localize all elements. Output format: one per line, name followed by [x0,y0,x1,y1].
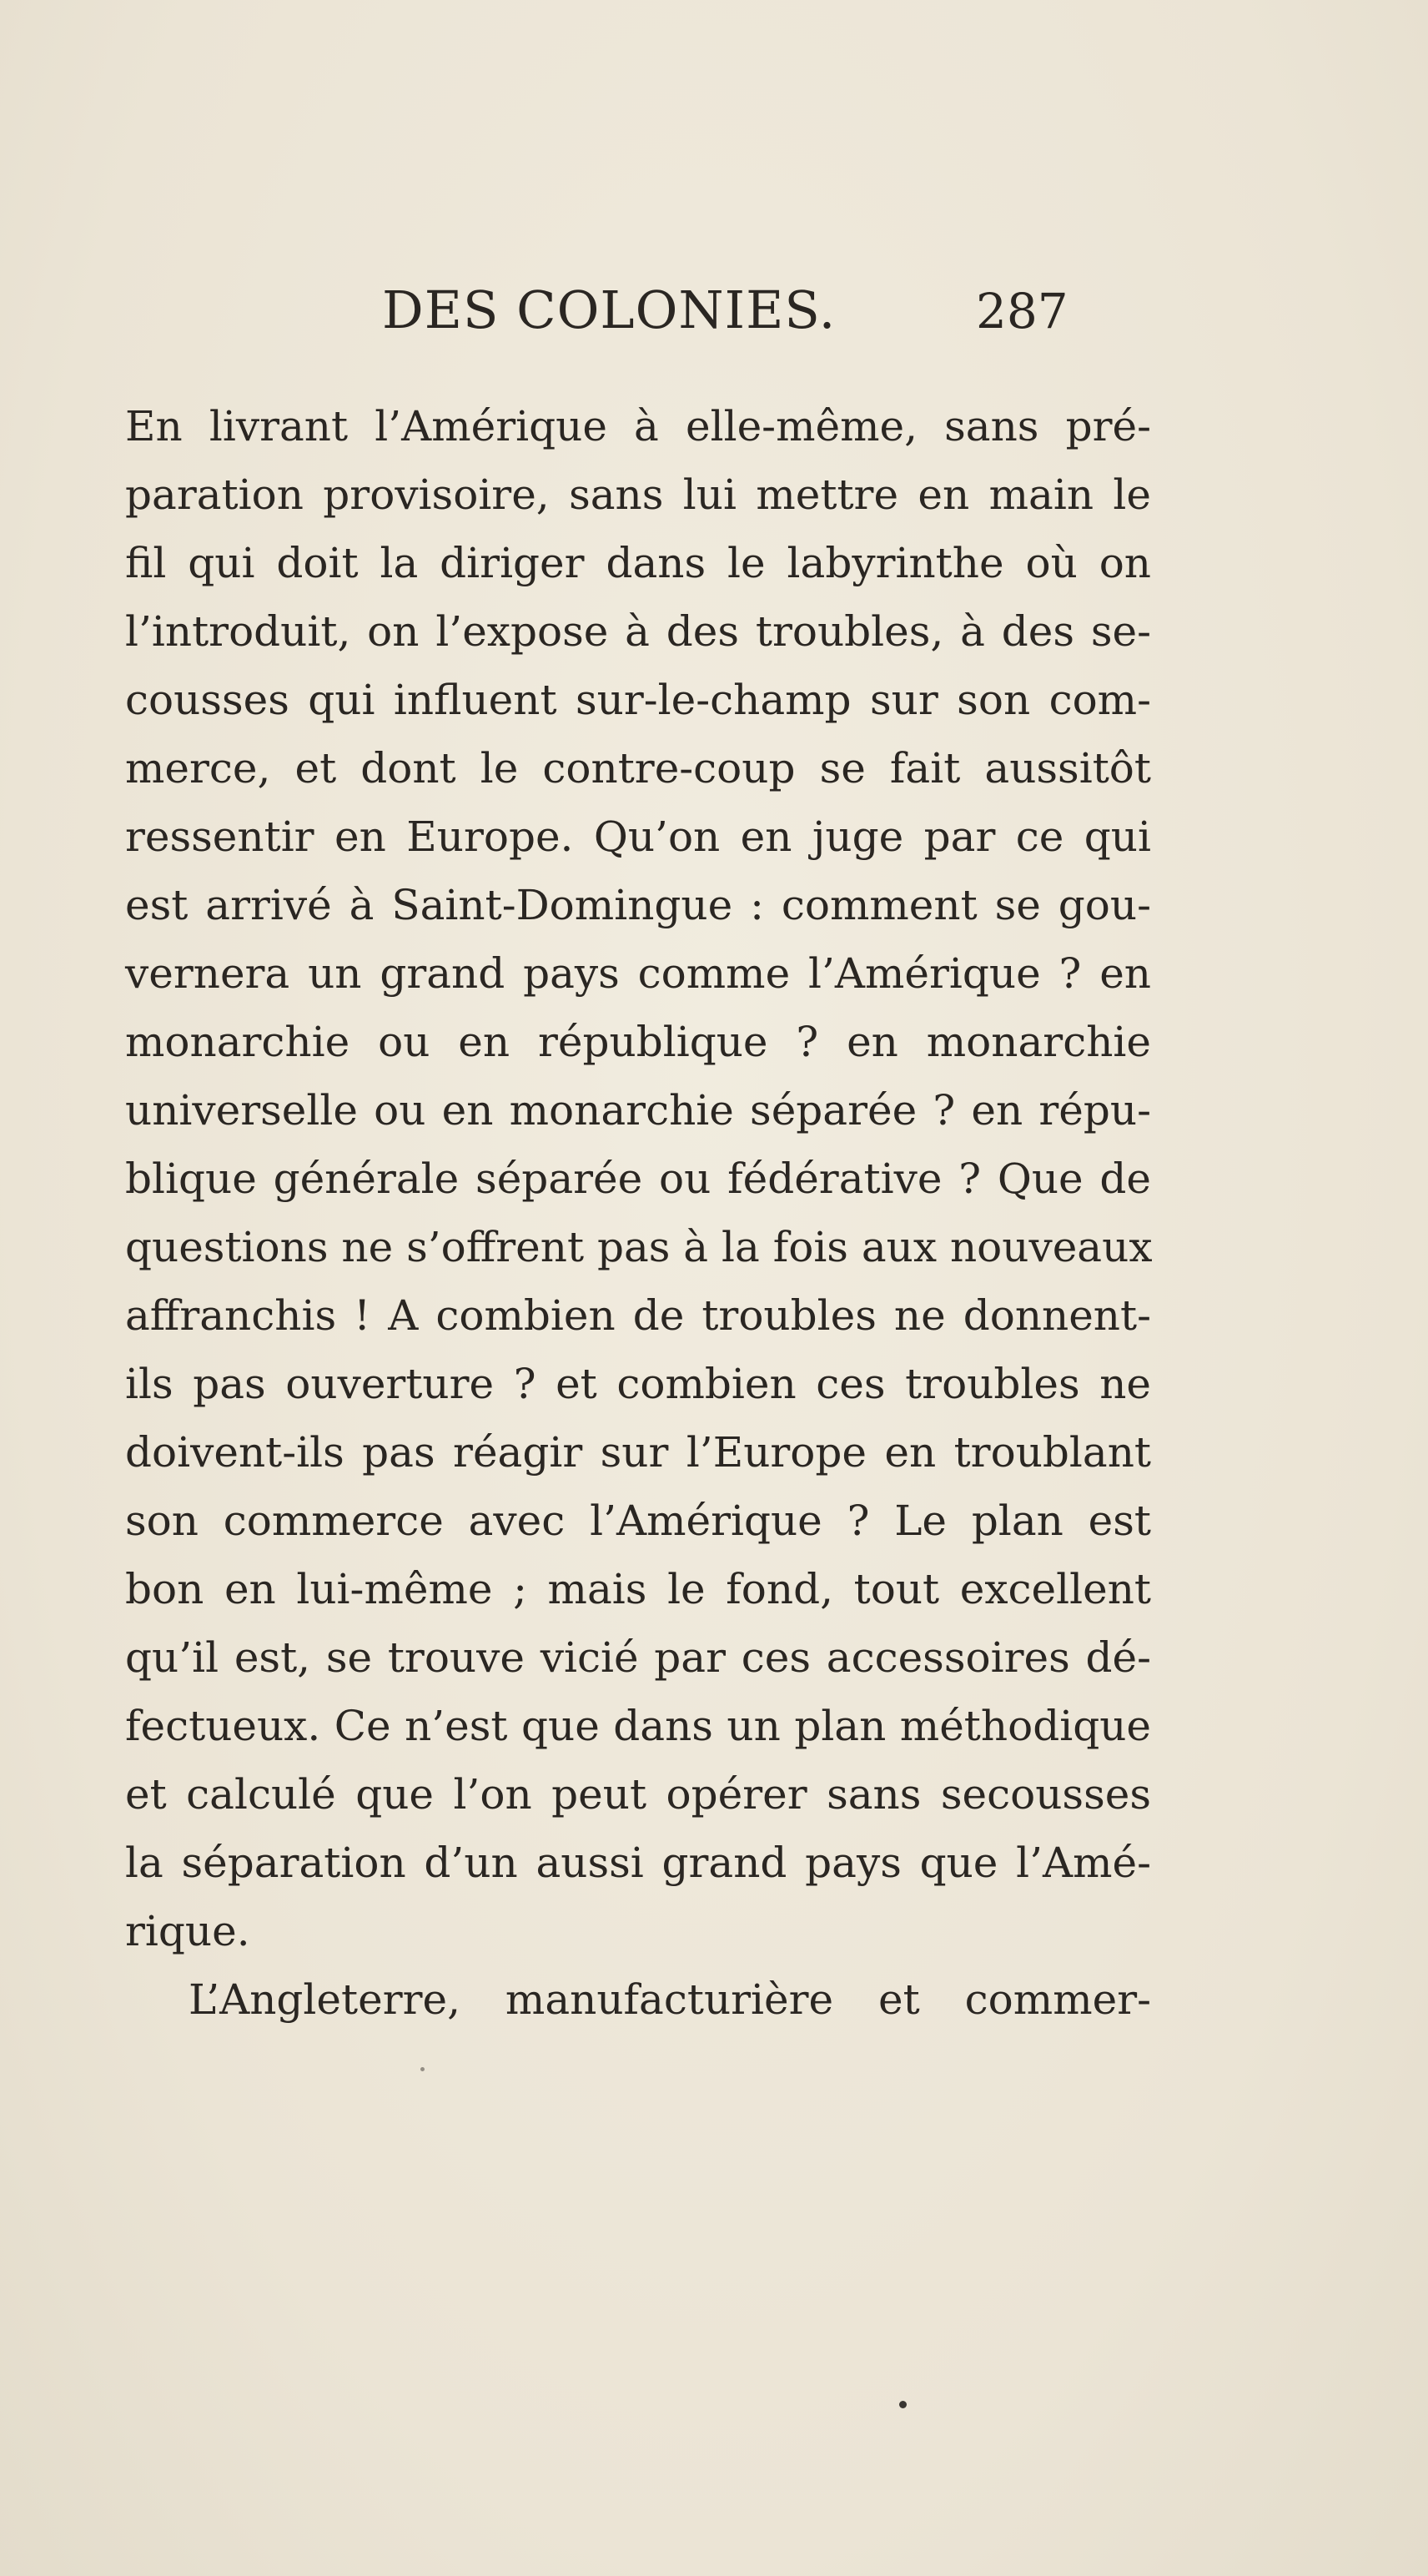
text-line: blique générale séparée ou fédérative ? Que de [125,1155,1151,1203]
text-line: l’introduit, on l’expose à des troubles, à des se- [125,607,1151,656]
paper-speck [420,2067,425,2071]
text-line: vernera un grand pays comme l’Amérique ? en [125,949,1151,998]
text-line: qu’il est, se trouve vicié par ces accessoires dé- [125,1633,1151,1682]
text-line: ressentir en Europe. Qu’on en juge par ce qui [125,813,1151,861]
text-line: doivent-ils pas réagir sur l’Europe en troublant [125,1428,1151,1477]
text-line: En livrant l’Amérique à elle-même, sans pré- [125,402,1151,450]
text-line: et calculé que l’on peut opérer sans secousses [125,1770,1151,1819]
text-line: cousses qui influent sur-le-champ sur son com- [125,676,1151,724]
text-line: est arrivé à Saint-Domingue : comment se gou- [125,881,1151,929]
text-line: universelle ou en monarchie séparée ? en répu- [125,1086,1151,1135]
text-line: rique. [125,1907,250,1955]
text-line: monarchie ou en république ? en monarchie [125,1018,1151,1066]
text-line: merce, et dont le contre-coup se fait aussitôt [125,744,1151,792]
text-line: son commerce avec l’Amérique ? Le plan est [125,1497,1151,1545]
page-number: 287 [976,283,1068,340]
text-line: bon en lui-même ; mais le fond, tout excellent [125,1565,1151,1613]
text-line: affranchis ! A combien de troubles ne donnent- [125,1291,1151,1340]
text-line: ils pas ouverture ? et combien ces troubles ne [125,1360,1151,1408]
running-title: DES COLONIES. [382,279,837,340]
text-line: la séparation d’un aussi grand pays que l’Amé- [125,1839,1151,1887]
text-line: paration provisoire, sans lui mettre en main le [125,470,1151,519]
running-head [125,279,1151,355]
text-line: questions ne s’offrent pas à la fois aux nouveaux [125,1223,1153,1271]
text-line: fectueux. Ce n’est que dans un plan méthodique [125,1702,1151,1750]
text-line: fil qui doit la diriger dans le labyrinthe où on [125,539,1151,587]
text-line: L’Angleterre, manufacturière et commer- [189,1975,1151,2024]
paper-speck [899,2401,907,2408]
body-text [125,392,1151,2034]
